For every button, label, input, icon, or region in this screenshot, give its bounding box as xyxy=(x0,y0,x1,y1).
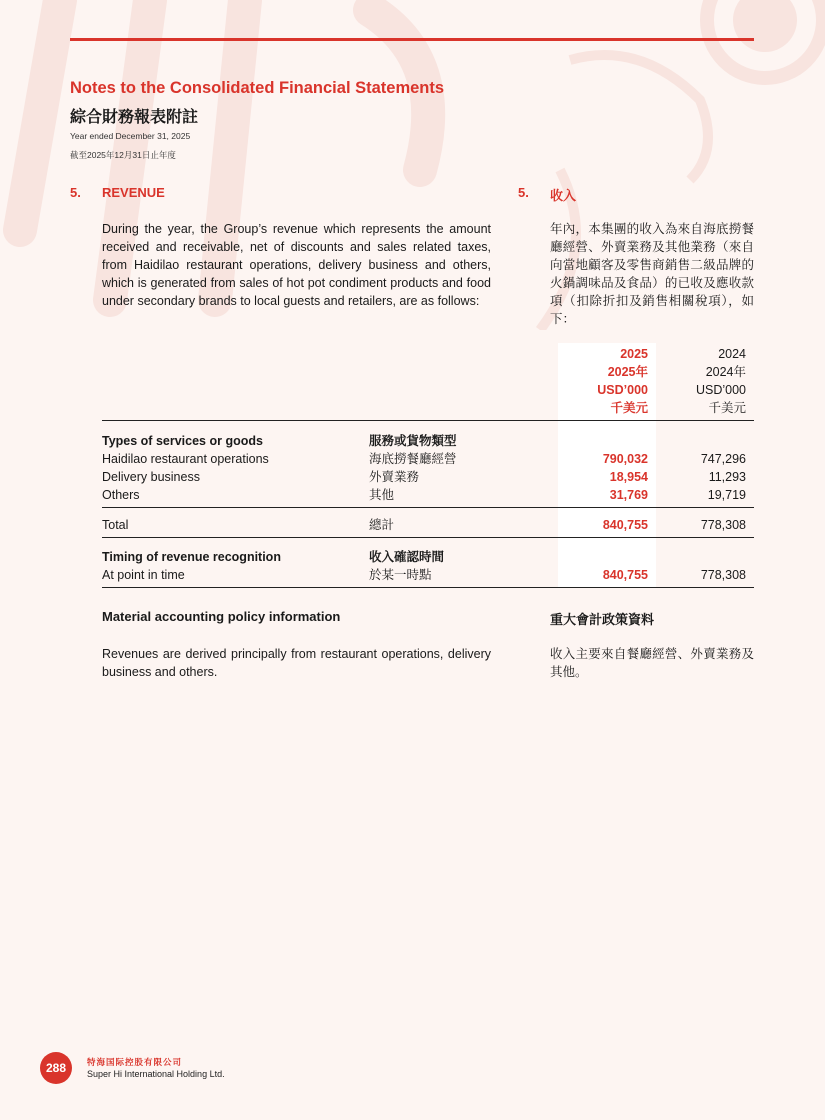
row-value-2025: 790,032 xyxy=(602,452,648,466)
row-value-2024: 747,296 xyxy=(700,452,746,466)
table-rule xyxy=(102,537,754,538)
group-heading-timing-zh: 收入確認時間 xyxy=(369,550,445,564)
row-label-zh: 海底撈餐廳經營 xyxy=(369,452,457,466)
row-label-zh: 外賣業務 xyxy=(369,470,420,484)
row-label: Delivery business xyxy=(102,470,200,484)
intro-paragraph: During the year, the Group’s revenue which represents the amount received and receivable, net of discounts and sales related taxes, from Haidilao restaurant operations, delivery business and others, which is generated from sales of hot pot condiment products and food under secondary brands to local guests and retailers, are as follows: xyxy=(102,222,491,309)
row-value-2025: 31,769 xyxy=(609,488,648,502)
company-name: Super Hi International Holding Ltd. xyxy=(87,1069,225,1079)
total-value-2024: 778,308 xyxy=(700,518,746,532)
timing-row-label-zh: 於某一時點 xyxy=(369,568,432,582)
col-header-2025-unit-zh: 千美元 xyxy=(610,401,648,415)
section-number: 5. xyxy=(70,185,81,200)
timing-row-label: At point in time xyxy=(102,568,185,582)
group-heading-services: Types of services or goods xyxy=(102,434,263,448)
total-label: Total xyxy=(102,518,129,532)
col-header-2024-zh: 2024年 xyxy=(705,365,746,379)
total-value-2025: 840,755 xyxy=(602,518,648,532)
period-label: Year ended December 31, 2025 xyxy=(70,131,191,141)
group-heading-services-zh: 服務或貨物類型 xyxy=(369,434,457,448)
row-label-zh: 其他 xyxy=(369,488,395,502)
table-rule xyxy=(102,507,754,508)
policy-heading-zh: 重大會計政策資料 xyxy=(550,612,655,627)
row-value-2025: 18,954 xyxy=(609,470,648,484)
policy-text: Revenues are derived principally from restaurant operations, delivery business and others. xyxy=(102,647,491,680)
top-rule xyxy=(70,38,754,41)
row-value-2024: 11,293 xyxy=(708,470,746,484)
section-title-zh: 收入 xyxy=(550,188,577,203)
total-label-zh: 總計 xyxy=(369,518,395,532)
page-title-zh: 綜合財務報表附註 xyxy=(70,109,199,126)
company-name-zh: 特海国际控股有限公司 xyxy=(87,1057,183,1067)
group-heading-timing: Timing of revenue recognition xyxy=(102,550,281,564)
col-header-2024-unit: USD’000 xyxy=(695,383,746,397)
page-number: 288 xyxy=(40,1052,72,1084)
page-title: Notes to the Consolidated Financial Statements xyxy=(70,79,445,97)
col-header-2025-zh: 2025年 xyxy=(607,365,648,379)
period-label-zh: 截至2025年12月31日止年度 xyxy=(70,150,176,160)
section-title: REVENUE xyxy=(102,185,165,200)
timing-row-value-2025: 840,755 xyxy=(602,568,648,582)
policy-text-zh: 收入主要來自餐廳經營、外賣業務及其他。 xyxy=(550,647,754,680)
section-number-zh: 5. xyxy=(518,185,529,200)
policy-heading: Material accounting policy information xyxy=(102,609,341,624)
col-header-2025-unit: USD’000 xyxy=(597,383,648,397)
col-header-2025: 2025 xyxy=(620,347,648,361)
col-header-2024: 2024 xyxy=(718,347,746,361)
col-header-2024-unit-zh: 千美元 xyxy=(708,401,746,415)
table-rule xyxy=(102,420,754,421)
row-label: Haidilao restaurant operations xyxy=(102,452,269,466)
timing-row-value-2024: 778,308 xyxy=(700,568,746,582)
table-rule xyxy=(102,587,754,588)
row-value-2024: 19,719 xyxy=(707,488,746,502)
row-label: Others xyxy=(102,488,140,502)
intro-paragraph-zh: 年內，本集團的收入為來自海底撈餐廳經營、外賣業務及其他業務（來自向當地顧客及零售商銷售二級品牌的火鍋調味品及食品）的已收及應收款項（扣除折扣及銷售相關稅項），如下： xyxy=(550,222,754,327)
